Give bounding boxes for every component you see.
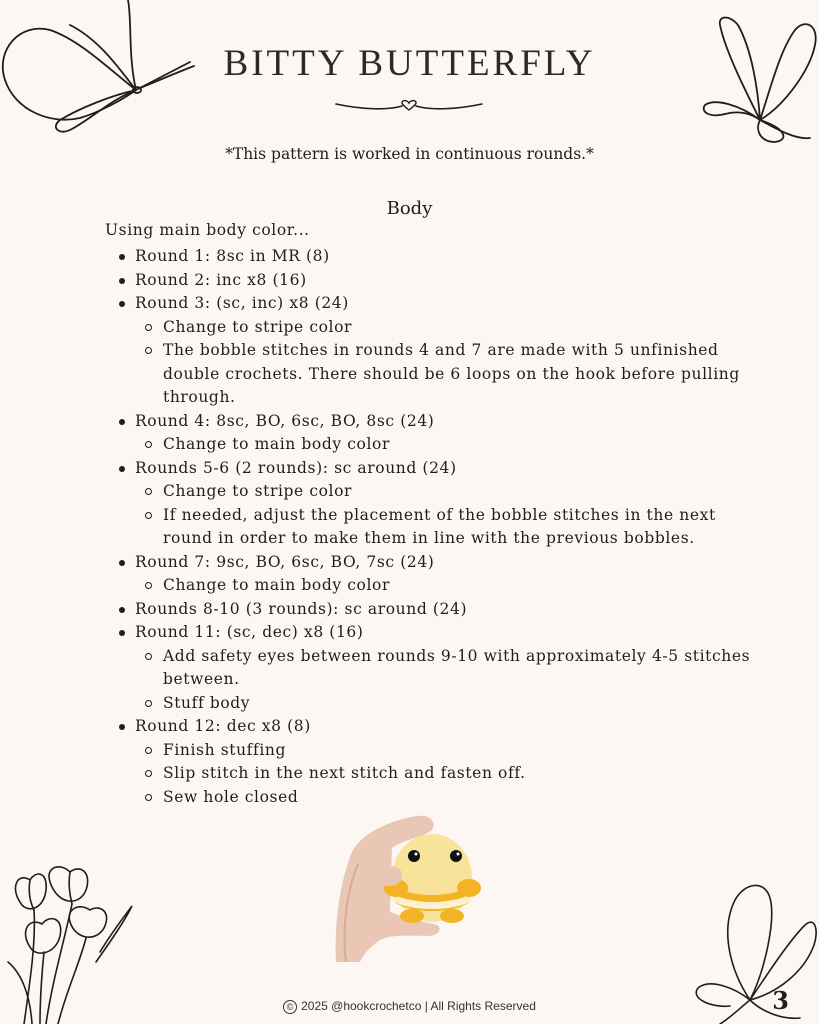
pattern-note: *This pattern is worked in continuous rounds.*: [225, 145, 594, 163]
round-note: Change to main body color: [135, 433, 765, 457]
round-notes: [135, 574, 765, 598]
plush-eye: [408, 850, 420, 862]
round-item: [105, 292, 765, 410]
round-notes: [135, 739, 765, 810]
copyright-icon: ©: [283, 1000, 297, 1014]
round-note: Change to stripe color: [135, 480, 765, 504]
page-number: 3: [772, 986, 789, 1015]
round-text: Round 2: inc x8 (16): [135, 270, 307, 289]
crochet-chick-photo: [332, 812, 482, 962]
round-item: [105, 269, 765, 293]
round-text: Round 3: (sc, inc) x8 (24): [135, 294, 349, 312]
round-item: [105, 245, 765, 269]
footer-text: 2025 @hookcrochetco | All Rights Reserved: [301, 999, 536, 1013]
section-intro: Using main body color...: [105, 221, 310, 239]
round-note: The bobble stitches in rounds 4 and 7 are made with 5 unfinished double crochets. There should be 6 loops on the hook before pulling through.: [135, 339, 765, 410]
round-note: If needed, adjust the placement of the bobble stitches in the next round in order to make them in line with the previous bobbles.: [135, 504, 765, 551]
round-text: Round 4: 8sc, BO, 6sc, BO, 8sc (24): [135, 411, 435, 430]
round-text: Round 1: 8sc in MR (8): [135, 247, 330, 265]
round-note: Add safety eyes between rounds 9-10 with approximately 4-5 stitches between.: [135, 645, 765, 692]
page-title: BITTY BUTTERFLY: [223, 43, 596, 84]
round-notes: [135, 433, 765, 457]
round-item: [105, 457, 765, 551]
round-text: Round 11: (sc, dec) x8 (16): [135, 623, 364, 641]
round-item: [105, 715, 765, 809]
round-note: Change to stripe color: [135, 316, 765, 340]
round-note: Slip stitch in the next stitch and fasten off.: [135, 762, 765, 786]
round-notes: [135, 480, 765, 551]
heart-icon: [402, 101, 416, 110]
round-note: Stuff body: [135, 692, 765, 716]
footer: [0, 999, 819, 1014]
round-item: [105, 410, 765, 457]
round-notes: [135, 645, 765, 716]
round-notes: [135, 316, 765, 410]
round-text: Rounds 5-6 (2 rounds): sc around (24): [135, 458, 457, 477]
round-item: [105, 621, 765, 715]
round-item: [105, 551, 765, 598]
round-note: Finish stuffing: [135, 739, 765, 763]
round-list: [105, 245, 765, 809]
round-note: Sew hole closed: [135, 786, 765, 810]
round-text: Round 12: dec x8 (8): [135, 717, 311, 735]
round-item: [105, 598, 765, 622]
section-heading: Body: [386, 198, 433, 219]
round-note: Change to main body color: [135, 574, 765, 598]
plush-eye: [450, 850, 462, 862]
heart-divider: [334, 96, 484, 118]
round-text: Rounds 8-10 (3 rounds): sc around (24): [135, 599, 468, 618]
round-text: Round 7: 9sc, BO, 6sc, BO, 7sc (24): [135, 552, 435, 571]
